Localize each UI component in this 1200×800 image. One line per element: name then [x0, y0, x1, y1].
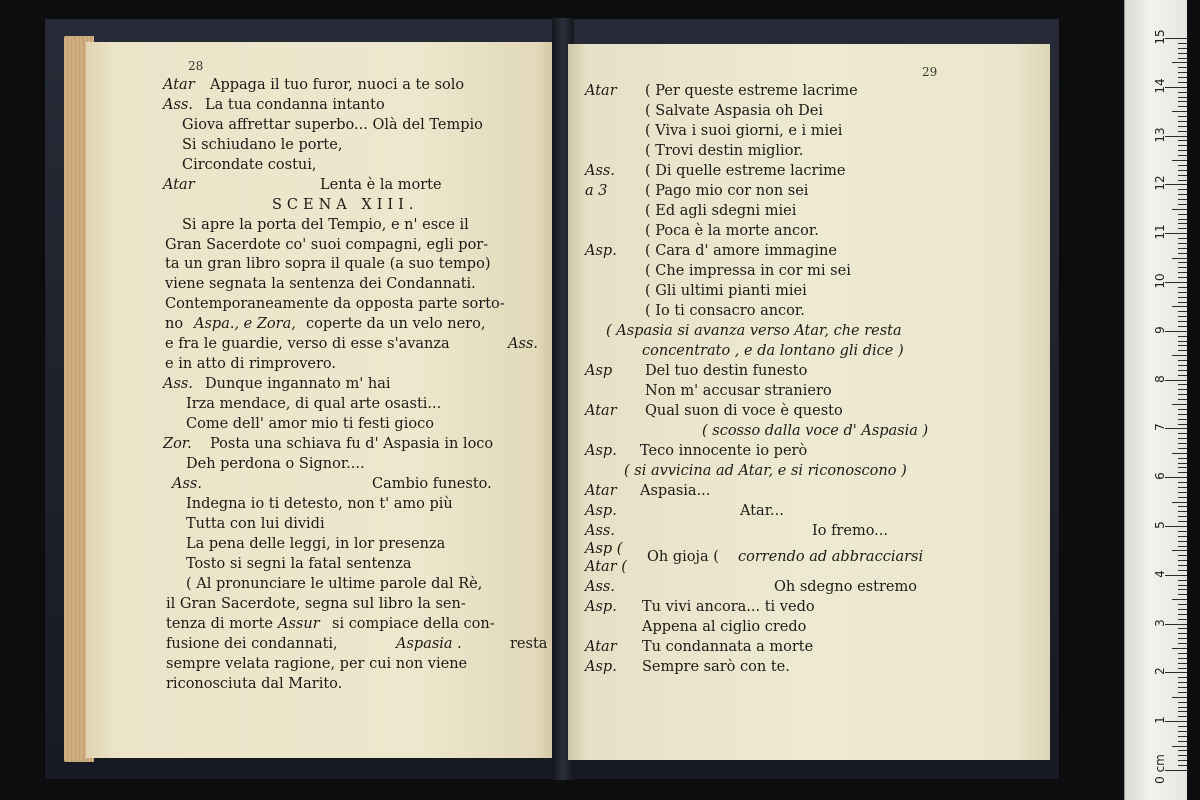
- ruler-tick: [1178, 204, 1187, 205]
- left-page-text-line: riconosciuta dal Marito.: [166, 676, 343, 692]
- ruler-tick: [1178, 511, 1187, 512]
- left-page-text-line: Ass.: [163, 97, 193, 113]
- ruler-tick: [1165, 380, 1187, 381]
- right-page-text-line: Ass.: [585, 523, 615, 539]
- ruler-tick: [1178, 389, 1187, 390]
- ruler-tick: [1178, 555, 1187, 556]
- ruler-number: 12: [1153, 175, 1167, 192]
- ruler-tick: [1178, 760, 1187, 761]
- ruler-tick: [1172, 258, 1187, 259]
- ruler-tick: [1178, 482, 1187, 483]
- ruler-tick: [1178, 126, 1187, 127]
- ruler-tick: [1178, 58, 1187, 59]
- ruler-tick: [1165, 477, 1187, 478]
- ruler-tick: [1178, 67, 1187, 68]
- left-page-text-line: Ass.: [172, 476, 202, 492]
- right-page-text-line: Aspasia...: [640, 483, 711, 499]
- ruler-number: 0 cm: [1153, 754, 1167, 784]
- ruler-tick: [1178, 677, 1187, 678]
- right-page-text-line: ( Aspasia si avanza verso Atar, che resta: [606, 323, 902, 339]
- right-page-text-line: Oh gioja (: [647, 549, 719, 565]
- ruler-tick: [1178, 155, 1187, 156]
- ruler-tick: [1178, 267, 1187, 268]
- right-page-text-line: ( si avvicina ad Atar, e si riconoscono ): [624, 463, 907, 479]
- ruler-tick: [1165, 136, 1187, 137]
- ruler-number: 1: [1153, 716, 1167, 725]
- right-page-text-line: ( Trovi destin miglior.: [645, 143, 804, 159]
- left-page-text-line: tenza di morte: [166, 616, 273, 632]
- ruler-number: 2: [1153, 667, 1167, 676]
- ruler-number: 6: [1153, 472, 1167, 481]
- ruler-tick: [1178, 433, 1187, 434]
- ruler-tick: [1178, 726, 1187, 727]
- ruler-tick: [1165, 672, 1187, 673]
- ruler-tick: [1178, 262, 1187, 263]
- ruler-number: 7: [1153, 423, 1167, 432]
- ruler-tick: [1178, 589, 1187, 590]
- ruler-tick: [1178, 765, 1187, 766]
- right-page-text-line: Ass.: [585, 579, 615, 595]
- ruler-tick: [1178, 633, 1187, 634]
- ruler-number: 9: [1153, 325, 1167, 334]
- left-page-text-line: Indegna io ti detesto, non t' amo più: [186, 496, 453, 512]
- ruler-tick: [1172, 746, 1187, 747]
- left-page-text-line: Atar: [163, 177, 195, 193]
- ruler-tick: [1178, 541, 1187, 542]
- right-page-text-line: Asp.: [585, 243, 617, 259]
- ruler-tick: [1178, 755, 1187, 756]
- left-page-text-line: Aspa., e Zora,: [194, 316, 296, 332]
- ruler-tick: [1178, 287, 1187, 288]
- ruler-tick: [1178, 165, 1187, 166]
- left-page-text-line: Deh perdona o Signor....: [186, 456, 365, 472]
- left-page-text-line: e fra le guardie, verso di esse s'avanza: [165, 336, 450, 352]
- ruler-tick: [1172, 404, 1187, 405]
- right-page-text-line: ( Pago mio cor non sei: [645, 183, 809, 199]
- ruler-tick: [1178, 297, 1187, 298]
- right-page-text-line: Asp: [585, 363, 613, 379]
- ruler-tick: [1178, 438, 1187, 439]
- ruler-tick: [1178, 560, 1187, 561]
- right-page-text-line: Teco innocente io però: [640, 443, 808, 459]
- ruler-tick: [1178, 711, 1187, 712]
- left-page-text-line: viene segnata la sentenza dei Condannati.: [165, 276, 476, 292]
- ruler-tick: [1178, 277, 1187, 278]
- ruler-number: 10: [1153, 273, 1167, 289]
- ruler-tick: [1178, 360, 1187, 361]
- ruler-tick: [1178, 189, 1187, 190]
- right-page-text-line: Qual suon di voce è questo: [645, 403, 843, 419]
- ruler-tick: [1178, 223, 1187, 224]
- ruler-tick: [1178, 316, 1187, 317]
- right-page-text-line: a 3: [585, 183, 608, 199]
- left-page-text-line: Dunque ingannato m' hai: [205, 376, 391, 392]
- ruler-tick: [1178, 531, 1187, 532]
- left-page-text-line: Giova affrettar superbo... Olà del Tempio: [182, 117, 483, 133]
- ruler-tick: [1178, 604, 1187, 605]
- ruler-tick: [1172, 306, 1187, 307]
- ruler-tick: [1165, 233, 1187, 234]
- ruler-tick: [1178, 370, 1187, 371]
- ruler-tick: [1178, 472, 1187, 473]
- right-page-text-line: Atar: [585, 483, 617, 499]
- ruler-tick: [1178, 409, 1187, 410]
- ruler-tick: [1178, 506, 1187, 507]
- ruler-tick: [1178, 116, 1187, 117]
- ruler-tick: [1178, 292, 1187, 293]
- ruler-tick: [1178, 106, 1187, 107]
- right-page-text-line: ( Gli ultimi pianti miei: [645, 283, 807, 299]
- ruler-number: 14: [1153, 78, 1167, 94]
- ruler-tick: [1178, 614, 1187, 615]
- ruler-tick: [1178, 77, 1187, 78]
- ruler-tick: [1178, 419, 1187, 420]
- left-page-text-line: La pena delle leggi, in lor presenza: [186, 536, 446, 552]
- ruler-number: 5: [1153, 521, 1167, 529]
- right-page-text-line: Oh sdegno estremo: [774, 579, 917, 595]
- right-page-text-line: Asp.: [585, 659, 617, 675]
- left-page-text-line: Circondate costui,: [182, 157, 317, 173]
- ruler-number: 11: [1153, 224, 1167, 240]
- right-page-text-line: ( scosso dalla voce d' Aspasia ): [702, 423, 929, 439]
- right-page-text-line: ( Io ti consacro ancor.: [645, 303, 805, 319]
- ruler-number: 8: [1153, 374, 1167, 383]
- left-page-text-line: ta un gran libro sopra il quale (a suo tempo): [165, 256, 491, 272]
- ruler-tick: [1172, 111, 1187, 112]
- ruler-tick: [1178, 609, 1187, 610]
- right-page-text-line: ( Viva i suoi giorni, e i miei: [645, 123, 843, 139]
- left-page-text-line: e in atto di rimprovero.: [165, 356, 336, 372]
- ruler-tick: [1165, 624, 1187, 625]
- ruler-tick: [1172, 62, 1187, 63]
- ruler-tick: [1178, 716, 1187, 717]
- right-page-text-line: ( Cara d' amore immagine: [645, 243, 837, 259]
- ruler-tick: [1178, 458, 1187, 459]
- ruler-tick: [1172, 599, 1187, 600]
- ruler-tick: [1178, 121, 1187, 122]
- ruler-tick: [1178, 663, 1187, 664]
- ruler-tick: [1178, 492, 1187, 493]
- left-page-text-line: ( Al pronunciare le ultime parole dal Rè,: [186, 576, 483, 592]
- ruler-tick: [1178, 180, 1187, 181]
- ruler-tick: [1178, 497, 1187, 498]
- ruler-tick: [1178, 43, 1187, 44]
- ruler-tick: [1178, 375, 1187, 376]
- ruler-tick: [1178, 243, 1187, 244]
- ruler-tick: [1172, 355, 1187, 356]
- right-page-text-line: ( Poca è la morte ancor.: [645, 223, 819, 239]
- right-page-text-line: Ass.: [585, 163, 615, 179]
- ruler-tick: [1178, 228, 1187, 229]
- right-page-text-line: Atar...: [740, 503, 784, 519]
- right-page-text-line: Tu condannata a morte: [642, 639, 814, 655]
- ruler-tick: [1172, 209, 1187, 210]
- left-page-text-line: Cambio funesto.: [372, 476, 492, 492]
- left-page-text-line: Appaga il tuo furor, nuoci a te solo: [210, 77, 465, 93]
- ruler-tick: [1178, 687, 1187, 688]
- right-page-text-line: Asp.: [585, 443, 617, 459]
- ruler-tick: [1165, 87, 1187, 88]
- ruler-tick: [1165, 428, 1187, 429]
- left-page-text-line: fusione dei condannati,: [166, 636, 338, 652]
- left-page-text-line: Ass.: [163, 376, 193, 392]
- left-page-text-line: coperte da un velo nero,: [306, 316, 486, 332]
- left-page-text-line: Zor.: [163, 436, 192, 452]
- ruler-tick: [1178, 467, 1187, 468]
- ruler-tick: [1178, 414, 1187, 415]
- ruler-tick: [1178, 463, 1187, 464]
- ruler-tick: [1178, 302, 1187, 303]
- ruler-tick: [1178, 311, 1187, 312]
- ruler-tick: [1178, 580, 1187, 581]
- left-page-text-line: no: [165, 316, 184, 332]
- right-page-text-line: Atar: [585, 403, 617, 419]
- ruler-tick: [1178, 272, 1187, 273]
- left-page-text-line: Irza mendace, di qual arte osasti...: [186, 396, 442, 412]
- ruler-tick: [1178, 140, 1187, 141]
- ruler-tick: [1165, 331, 1187, 332]
- ruler-tick: [1178, 736, 1187, 737]
- right-page-text-line: ( Di quelle estreme lacrime: [645, 163, 846, 179]
- right-page-text-line: Del tuo destin funesto: [645, 363, 808, 379]
- ruler-tick: [1178, 521, 1187, 522]
- left-page-text-line: sempre velata ragione, per cui non viene: [166, 656, 468, 672]
- left-page-text-line: Ass.: [508, 336, 538, 352]
- ruler-tick: [1178, 653, 1187, 654]
- ruler-tick: [1178, 145, 1187, 146]
- ruler-tick: [1178, 619, 1187, 620]
- ruler-tick: [1178, 585, 1187, 586]
- ruler-tick: [1172, 648, 1187, 649]
- ruler-tick: [1178, 399, 1187, 400]
- ruler-number: 13: [1153, 126, 1167, 143]
- ruler-tick: [1178, 448, 1187, 449]
- left-page-text-line: Si apre la porta del Tempio, e n' esce il: [182, 217, 469, 233]
- ruler-tick: [1165, 575, 1187, 576]
- ruler-tick: [1178, 101, 1187, 102]
- ruler-tick: [1178, 53, 1187, 54]
- ruler-tick: [1178, 668, 1187, 669]
- left-page-text-line: Atar: [163, 77, 195, 93]
- ruler-tick: [1178, 175, 1187, 176]
- right-page-text-line: Atar: [585, 83, 617, 99]
- left-page-text-line: Assur: [278, 616, 320, 632]
- right-page-text-line: ( Salvate Aspasia oh Dei: [645, 103, 824, 119]
- right-page-text-line: Tu vivi ancora... ti vedo: [642, 599, 815, 615]
- ruler-tick: [1178, 321, 1187, 322]
- ruler-tick: [1178, 170, 1187, 171]
- ruler-tick: [1178, 131, 1187, 132]
- ruler-tick: [1172, 550, 1187, 551]
- ruler-tick: [1178, 565, 1187, 566]
- ruler-tick: [1165, 721, 1187, 722]
- right-page-text-line: ( Che impressa in cor mi sei: [645, 263, 851, 279]
- ruler-tick: [1165, 526, 1187, 527]
- ruler-tick: [1178, 682, 1187, 683]
- ruler-tick: [1178, 82, 1187, 83]
- ruler-tick: [1178, 638, 1187, 639]
- ruler-tick: [1178, 731, 1187, 732]
- left-page-text-line: Gran Sacerdote co' suoi compagni, egli por-: [165, 237, 489, 253]
- ruler-number: 4: [1153, 569, 1167, 578]
- ruler-tick: [1172, 160, 1187, 161]
- right-page-text-line: Atar (: [585, 559, 627, 575]
- right-page-text-line: Sempre sarò con te.: [642, 659, 790, 675]
- ruler-tick: [1178, 741, 1187, 742]
- ruler-tick: [1178, 570, 1187, 571]
- ruler-tick: [1178, 345, 1187, 346]
- ruler-tick: [1165, 282, 1187, 283]
- ruler-tick: [1178, 48, 1187, 49]
- ruler-tick: [1172, 453, 1187, 454]
- ruler-tick: [1178, 546, 1187, 547]
- ruler-tick: [1172, 697, 1187, 698]
- ruler-tick: [1165, 770, 1187, 771]
- ruler-tick: [1178, 248, 1187, 249]
- left-page-text-line: si compiace della con-: [332, 616, 495, 632]
- right-page-text-line: correndo ad abbracciarsi: [738, 549, 924, 565]
- left-page-text-line: Tosto si segni la fatal sentenza: [186, 556, 412, 572]
- page-number: 29: [922, 65, 938, 79]
- right-page-text-line: Atar: [585, 639, 617, 655]
- left-page-text-line: Tutta con lui dividi: [186, 516, 325, 532]
- ruler-tick: [1165, 184, 1187, 185]
- left-page-text-line: Lenta è la morte: [320, 177, 442, 193]
- ruler-tick: [1178, 628, 1187, 629]
- right-page-text-line: ( Per queste estreme lacrime: [645, 83, 858, 99]
- ruler-tick: [1178, 326, 1187, 327]
- right-page-text-line: Io fremo...: [812, 523, 888, 539]
- ruler-tick: [1178, 707, 1187, 708]
- ruler-tick: [1178, 487, 1187, 488]
- ruler-tick: [1178, 238, 1187, 239]
- ruler-tick: [1178, 516, 1187, 517]
- ruler-tick: [1178, 394, 1187, 395]
- right-page-text-line: Asp (: [585, 541, 623, 557]
- right-page-text-line: ( Ed agli sdegni miei: [645, 203, 797, 219]
- ruler-tick: [1178, 643, 1187, 644]
- left-page-text-line: La tua condanna intanto: [205, 97, 385, 113]
- ruler-tick: [1178, 199, 1187, 200]
- left-page-text-line: Come dell' amor mio ti festi gioco: [186, 416, 434, 432]
- ruler-tick: [1178, 150, 1187, 151]
- measuring-ruler: [1124, 0, 1187, 800]
- ruler-number: 3: [1153, 618, 1167, 627]
- ruler-tick: [1172, 502, 1187, 503]
- ruler-tick: [1178, 253, 1187, 254]
- ruler-tick: [1178, 365, 1187, 366]
- ruler-tick: [1178, 424, 1187, 425]
- ruler-tick: [1178, 350, 1187, 351]
- left-page-text-line: Aspasia .: [396, 636, 462, 652]
- ruler-tick: [1165, 38, 1187, 39]
- left-page-text-line: resta: [510, 636, 548, 652]
- ruler-tick: [1178, 194, 1187, 195]
- ruler-tick: [1178, 750, 1187, 751]
- left-page-text-line: Si schiudano le porte,: [182, 137, 343, 153]
- ruler-number: 15: [1153, 29, 1167, 45]
- left-page-text-line: Contemporaneamente da opposta parte sorto-: [165, 296, 505, 312]
- right-page-text-line: Appena al ciglio credo: [642, 619, 807, 635]
- ruler-tick: [1178, 214, 1187, 215]
- ruler-tick: [1178, 384, 1187, 385]
- ruler-tick: [1178, 97, 1187, 98]
- ruler-tick: [1178, 702, 1187, 703]
- left-page-text-line: Posta una schiava fu d' Aspasia in loco: [210, 436, 494, 452]
- ruler-tick: [1178, 443, 1187, 444]
- right-page-text-line: Non m' accusar straniero: [645, 383, 832, 399]
- ruler-tick: [1178, 658, 1187, 659]
- left-page-text-line: il Gran Sacerdote, segna sul libro la sen-: [166, 596, 466, 612]
- ruler-tick: [1178, 92, 1187, 93]
- ruler-tick: [1178, 692, 1187, 693]
- right-page-text-line: Asp.: [585, 599, 617, 615]
- ruler-tick: [1178, 336, 1187, 337]
- ruler-tick: [1178, 72, 1187, 73]
- page-number: 28: [188, 59, 204, 73]
- ruler-tick: [1178, 219, 1187, 220]
- left-page-text-line: SCENA XIII.: [272, 197, 419, 213]
- ruler-tick: [1178, 341, 1187, 342]
- ruler-tick: [1178, 536, 1187, 537]
- right-page-text-line: Asp.: [585, 503, 617, 519]
- right-page-text-line: concentrato , e da lontano gli dice ): [642, 343, 904, 359]
- ruler-tick: [1178, 594, 1187, 595]
